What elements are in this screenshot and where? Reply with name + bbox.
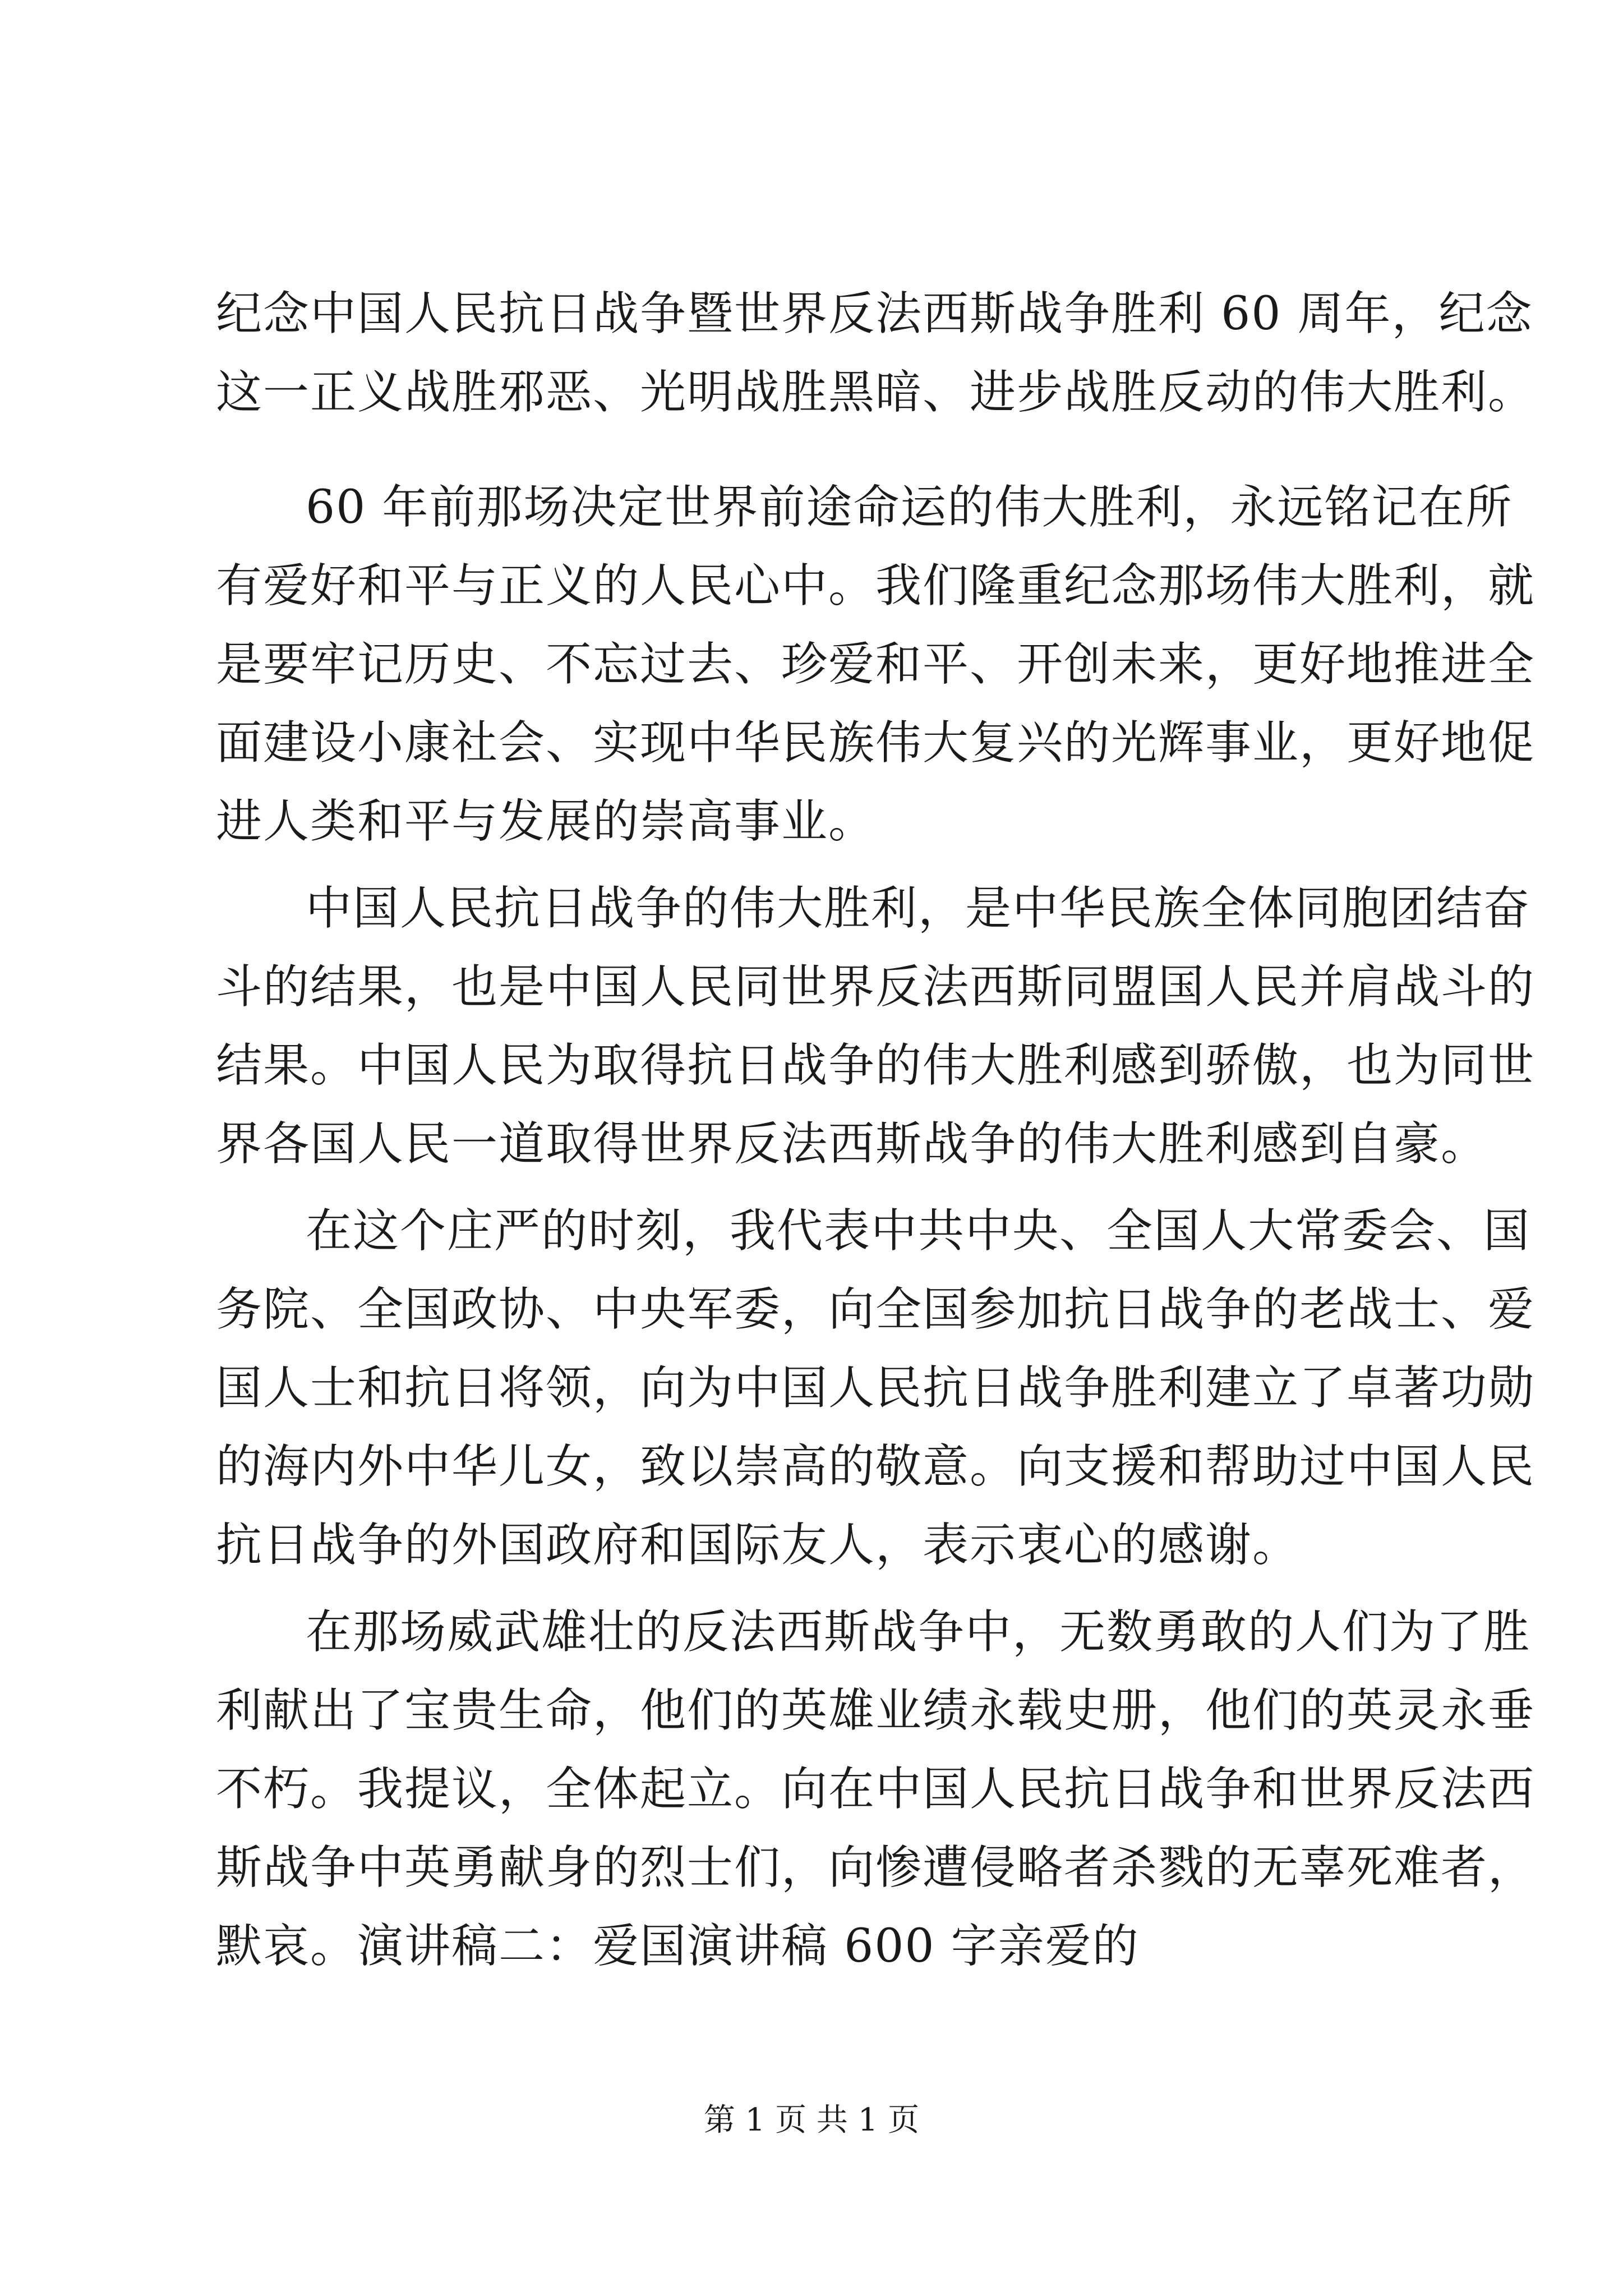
paragraph-first-line: 中国人民抗日战争的伟大胜利，是中华民族全体同胞团结奋 [306, 882, 1531, 935]
text-line: 利献出了宝贵生命，他们的英雄业绩永载史册，他们的英灵永垂 [216, 1684, 1536, 1737]
text-line: 斯战争中英勇献身的烈士们，向惨遭侵略者杀戮的无辜死难者， [216, 1841, 1536, 1894]
text-line: 默哀。演讲稿二：爱国演讲稿 600 字亲爱的 [216, 1920, 1140, 1973]
text-line: 进人类和平与发展的崇高事业。 [216, 795, 876, 848]
text-line: 务院、全国政协、中央军委，向全国参加抗日战争的老战士、爱 [216, 1283, 1536, 1336]
text-line: 纪念中国人民抗日战争暨世界反法西斯战争胜利 60 周年，纪念 [216, 287, 1533, 341]
text-line: 国人士和抗日将领，向为中国人民抗日战争胜利建立了卓著功勋 [216, 1361, 1536, 1415]
text-line: 界各国人民一道取得世界反法西斯战争的伟大胜利感到自豪。 [216, 1117, 1488, 1171]
text-line: 这一正义战胜邪恶、光明战胜黑暗、进步战胜反动的伟大胜利。 [216, 366, 1536, 419]
paragraph-first-line: 60 年前那场决定世界前途命运的伟大胜利，永远铭记在所 [306, 481, 1513, 534]
text-line: 是要牢记历史、不忘过去、珍爱和平、开创未来，更好地推进全 [216, 638, 1536, 691]
page-footer: 第 1 页 共 1 页 [703, 2102, 920, 2138]
paragraph-first-line: 在那场威武雄壮的反法西斯战争中，无数勇敢的人们为了胜 [306, 1605, 1531, 1659]
text-line: 斗的结果，也是中国人民同世界反法西斯同盟国人民并肩战斗的 [216, 960, 1536, 1014]
text-line: 抗日战争的外国政府和国际友人，表示衷心的感谢。 [216, 1519, 1300, 1572]
paragraph-first-line: 在这个庄严的时刻，我代表中共中央、全国人大常委会、国 [306, 1204, 1531, 1258]
text-line: 结果。中国人民为取得抗日战争的伟大胜利感到骄傲，也为同世 [216, 1039, 1536, 1092]
text-line: 的海内外中华儿女，致以崇高的敬意。向支援和帮助过中国人民 [216, 1440, 1536, 1493]
text-line: 不朽。我提议，全体起立。向在中国人民抗日战争和世界反法西 [216, 1763, 1536, 1816]
text-line: 面建设小康社会、实现中华民族伟大复兴的光辉事业，更好地促 [216, 716, 1536, 770]
text-line: 有爱好和平与正义的人民心中。我们隆重纪念那场伟大胜利，就 [216, 559, 1536, 613]
